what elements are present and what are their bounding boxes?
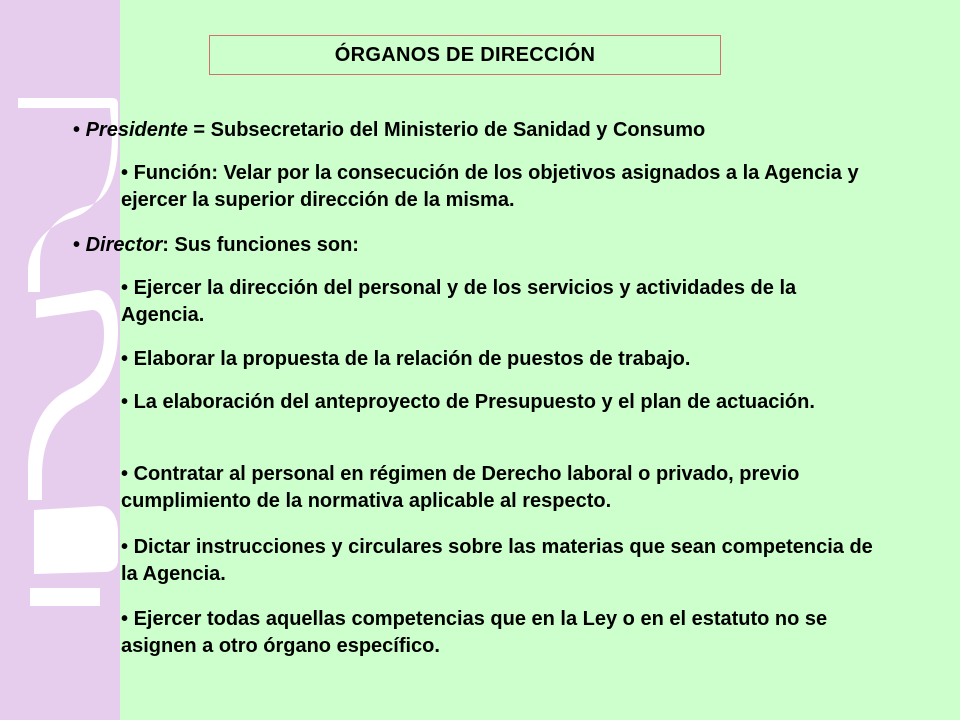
list-item-funcion <box>121 160 881 214</box>
list-item-puestos-trabajo <box>121 346 881 373</box>
item-text: La elaboración del anteproyecto de Presupuesto y el plan de actuación. <box>133 391 815 413</box>
item-text: Contratar al personal en régimen de Derecho laboral o privado, previo cumplimiento de la normativa aplicable al respecto. <box>121 463 800 512</box>
role-label: Presidente <box>85 119 188 141</box>
list-item-director <box>73 232 873 259</box>
bullet: • <box>121 348 129 370</box>
item-text: Elaborar la propuesta de la relación de puestos de trabajo. <box>133 348 691 370</box>
list-item-competencias <box>121 606 881 660</box>
page-title: ÓRGANOS DE DIRECCIÓN <box>334 43 596 66</box>
bullet: • <box>121 463 129 485</box>
list-item-anteproyecto <box>121 389 881 416</box>
bullet: • <box>121 536 129 558</box>
item-text: Función: Velar por la consecución de los objetivos asignados a la Agencia y ejercer la superior dirección de la misma. <box>121 162 859 211</box>
list-item-contratar <box>121 461 881 515</box>
bullet: • <box>73 234 81 256</box>
item-text: : Sus funciones son: <box>162 234 359 256</box>
bullet: • <box>121 391 129 413</box>
bullet: • <box>121 277 129 299</box>
bullet: • <box>121 162 129 184</box>
item-text: Ejercer todas aquellas competencias que en la Ley o en el estatuto no se asignen a otro órgano específico. <box>121 608 828 657</box>
role-label: Director <box>85 234 163 256</box>
bullet: • <box>121 608 129 630</box>
item-text: Ejercer la dirección del personal y de los servicios y actividades de la Agencia. <box>121 277 797 326</box>
item-text: = Subsecretario del Ministerio de Sanidad y Consumo <box>187 119 706 141</box>
bullet: • <box>73 119 81 141</box>
item-text: Dictar instrucciones y circulares sobre las materias que sean competencia de la Agencia. <box>121 536 873 585</box>
list-item-direccion-personal <box>121 275 881 329</box>
list-item-instrucciones <box>121 534 881 588</box>
list-item-presidente <box>73 117 873 144</box>
